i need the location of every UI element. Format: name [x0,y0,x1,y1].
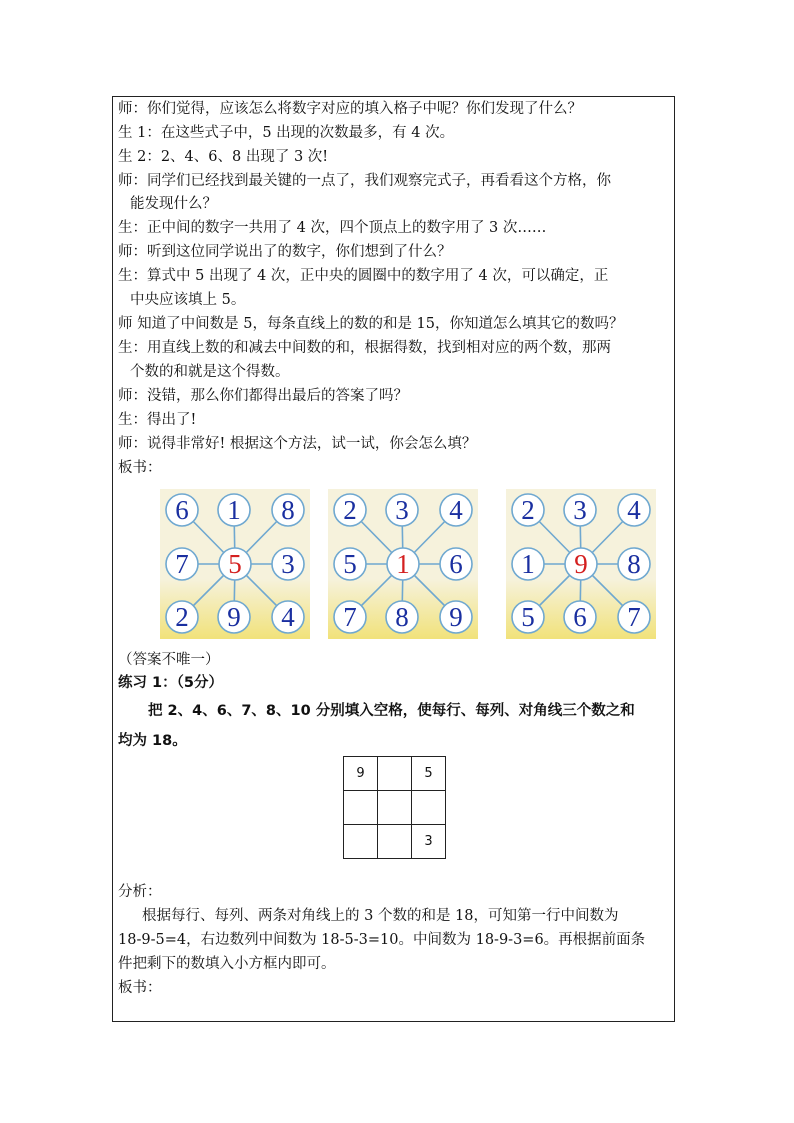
star-puzzle-figure [506,489,656,639]
grid-cell [344,791,378,825]
puzzle-outer-circle [440,601,472,633]
dialogue-line: 生：用直线上数的和减去中间数的和，根据得数，找到相对应的两个数，那两 [118,340,611,356]
dialogue-line: 板书： [118,460,162,476]
puzzle-number: 6 [573,602,587,632]
puzzle-outer-circle [564,601,596,633]
dialogue-line: 生 2：2、4、6、8 出现了 3 次! [118,149,329,165]
puzzle-number: 2 [343,495,357,525]
puzzle-number: 8 [281,495,295,525]
board-label: 板书： [118,980,162,996]
puzzle-outer-circle [512,494,544,526]
puzzle-number: 5 [343,549,357,579]
puzzle-center-circle [219,548,251,580]
puzzle-number: 3 [395,495,409,525]
dialogue-line: 中央应该填上 5。 [130,292,246,308]
puzzle-outer-circle [386,601,418,633]
dialogue-line: 生 1：在这些式子中，5 出现的次数最多，有 4 次。 [118,125,455,141]
dialogue-line: 生：算式中 5 出现了 4 次，正中央的圆圈中的数字用了 4 次，可以确定，正 [118,268,609,284]
puzzle-number: 7 [343,602,357,632]
grid-cell [412,791,446,825]
puzzle-outer-circle [218,494,250,526]
puzzle-number: 3 [573,495,587,525]
grid-cell: 9 [344,757,378,791]
puzzle-number: 9 [574,549,588,579]
puzzle-number: 4 [281,602,295,632]
dialogue-line: 师：没错，那么你们都得出最后的答案了吗？ [118,388,408,404]
answer-note: （答案不唯一） [118,652,220,668]
exercise-text: 均为 18。 [118,733,187,749]
puzzle-number: 5 [521,602,535,632]
puzzle-outer-circle [440,494,472,526]
dialogue-line: 生：正中间的数字一共用了 4 次，四个顶点上的数字用了 3 次…… [118,220,547,236]
grid-cell [378,791,412,825]
puzzle-outer-circle [218,601,250,633]
grid-cell: 5 [412,757,446,791]
grid-cell [344,825,378,859]
grid-cell [378,825,412,859]
puzzle-outer-circle [334,494,366,526]
puzzle-outer-circle [618,548,650,580]
exercise-title: 练习 1：（5分） [118,675,223,691]
dialogue-line: 能发现什么？ [130,196,217,212]
puzzle-number: 5 [228,549,242,579]
puzzle-outer-circle [618,601,650,633]
dialogue-line: 生：得出了! [118,412,197,428]
puzzle-number: 8 [627,549,641,579]
puzzle-number: 8 [395,602,409,632]
analysis-line: 件把剩下的数填入小方框内即可。 [118,956,336,972]
grid-cell: 3 [412,825,446,859]
puzzle-center-circle [387,548,419,580]
puzzle-outer-circle [512,601,544,633]
puzzle-number: 9 [227,602,241,632]
puzzle-number: 7 [175,549,189,579]
grid-cell [378,757,412,791]
dialogue-line: 师：你们觉得，应该怎么将数字对应的填入格子中呢？你们发现了什么？ [118,101,582,117]
puzzle-number: 4 [449,495,463,525]
puzzle-number: 6 [449,549,463,579]
puzzle-number: 1 [396,549,410,579]
puzzle-outer-circle [334,601,366,633]
analysis-label: 分析： [118,884,162,900]
puzzle-number: 2 [521,495,535,525]
puzzle-number: 9 [449,602,463,632]
dialogue-line: 师：同学们已经找到最关键的一点了，我们观察完式子，再看看这个方格，你 [118,173,611,189]
puzzle-number: 4 [627,495,641,525]
puzzle-number: 2 [175,602,189,632]
dialogue-line: 师：听到这位同学说出了的数字，你们想到了什么？ [118,244,452,260]
puzzle-outer-circle [272,548,304,580]
dialogue-line: 个数的和就是这个得数。 [130,364,290,380]
puzzle-outer-circle [334,548,366,580]
puzzle-number: 1 [227,495,241,525]
puzzle-number: 6 [175,495,189,525]
puzzle-center-circle [565,548,597,580]
puzzle-outer-circle [166,548,198,580]
puzzle-outer-circle [512,548,544,580]
magic-square-grid [343,756,446,859]
star-puzzle-figure [160,489,310,639]
dialogue-line: 师 知道了中间数是 5，每条直线上的数的和是 15，你知道怎么填其它的数吗？ [118,316,624,332]
puzzle-outer-circle [272,601,304,633]
analysis-line: 18-9-5=4，右边数列中间数为 18-5-3=10。中间数为 18-9-3=6。再根据前面条 [118,932,646,948]
puzzle-outer-circle [272,494,304,526]
puzzle-outer-circle [618,494,650,526]
puzzle-number: 3 [281,549,295,579]
analysis-line: 根据每行、每列、两条对角线上的 3 个数的和是 18，可知第一行中间数为 [142,908,619,924]
puzzle-outer-circle [386,494,418,526]
dialogue-line: 师：说得非常好! 根据这个方法，试一试，你会怎么填？ [118,436,477,452]
puzzle-number: 1 [521,549,535,579]
puzzle-number: 7 [627,602,641,632]
star-puzzle-figure [328,489,478,639]
puzzle-outer-circle [166,494,198,526]
puzzle-outer-circle [440,548,472,580]
puzzle-outer-circle [564,494,596,526]
puzzle-outer-circle [166,601,198,633]
exercise-text: 把 2、4、6、7、8、10 分别填入空格，使每行、每列、对角线三个数之和 [148,703,635,719]
